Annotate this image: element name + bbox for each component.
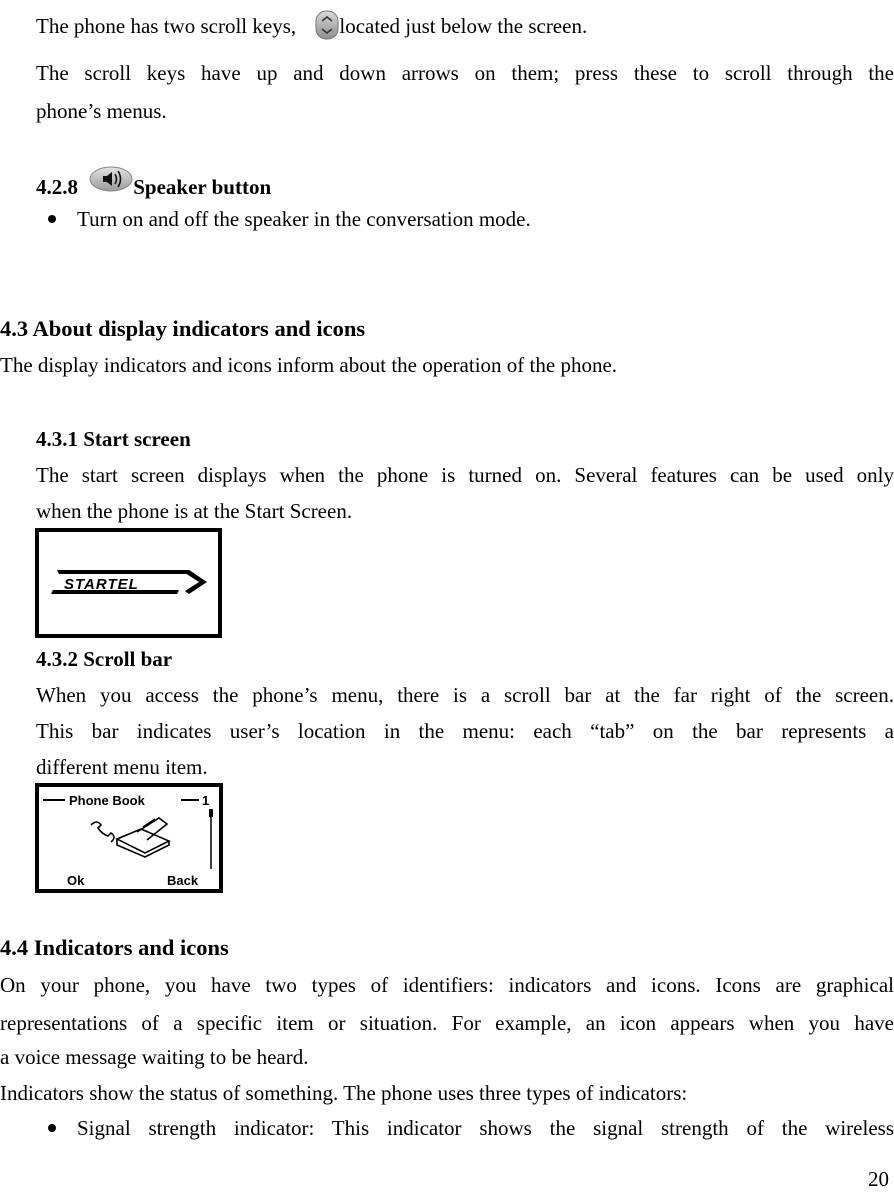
scroll-key-icon (315, 10, 339, 46)
heading-4-3: 4.3 About display indicators and icons (0, 316, 366, 341)
screen-number: 1 (202, 793, 210, 808)
indicators-desc-4: Indicators show the status of something. The phone uses three types of indicators: (0, 1081, 688, 1105)
scroll-keys-desc: The scroll keys have up and down arrows on them; press these to scroll through the (36, 61, 894, 85)
bullet-dot (48, 215, 56, 223)
indicators-desc-3: a voice message waiting to be heard. (0, 1045, 309, 1069)
screen-ok-softkey: Ok (67, 873, 85, 888)
phone-book-screen-image (35, 783, 223, 893)
scroll-bar-tab (209, 809, 213, 817)
scroll-keys-line: The phone has two scroll keys, located just below the screen. (36, 10, 587, 46)
bullet-dot (48, 1124, 56, 1132)
indicators-desc-1: On your phone, you have two types of identifiers: indicators and icons. Icons are graphical (0, 973, 894, 997)
section-4-3-intro: The display indicators and icons inform about the operation of the phone. (0, 353, 618, 377)
startel-logo-text: STARTEL (64, 576, 139, 593)
scroll-bar-desc-3: different menu item. (36, 755, 208, 779)
scroll-bar-desc-2: This bar indicates user’s location in the menu: each “tab” on the bar represents a (36, 719, 894, 743)
heading-4-3-2: 4.3.2 Scroll bar (36, 647, 173, 671)
heading-4-4: 4.4 Indicators and icons (0, 935, 229, 960)
page-number: 20 (868, 1167, 889, 1191)
signal-strength-bullet: Signal strength indicator: This indicator shows the signal strength of the wireless (77, 1116, 894, 1140)
start-screen-desc-cont: when the phone is at the Start Screen. (36, 499, 353, 523)
startel-logo (39, 532, 218, 634)
screen-back-softkey: Back (167, 873, 199, 888)
heading-4-2-8: 4.2.8 Speaker button (36, 174, 271, 200)
start-screen-desc: The start screen displays when the phone is turned on. Several features can be used only (36, 463, 894, 487)
indicators-desc-2: representations of a specific item or situation. For example, an icon appears when you have (0, 1011, 894, 1035)
speaker-icon (89, 165, 133, 199)
scroll-keys-desc-cont: phone’s menus. (36, 99, 167, 123)
speaker-bullet: Turn on and off the speaker in the conversation mode. (77, 207, 531, 231)
heading-4-3-1: 4.3.1 Start screen (36, 427, 191, 451)
phone-book-icon (91, 818, 169, 857)
scroll-bar-desc-1: When you access the phone’s menu, there is a scroll bar at the far right of the screen. (36, 683, 894, 707)
screen-title: Phone Book (69, 793, 145, 808)
start-screen-image (35, 528, 222, 638)
